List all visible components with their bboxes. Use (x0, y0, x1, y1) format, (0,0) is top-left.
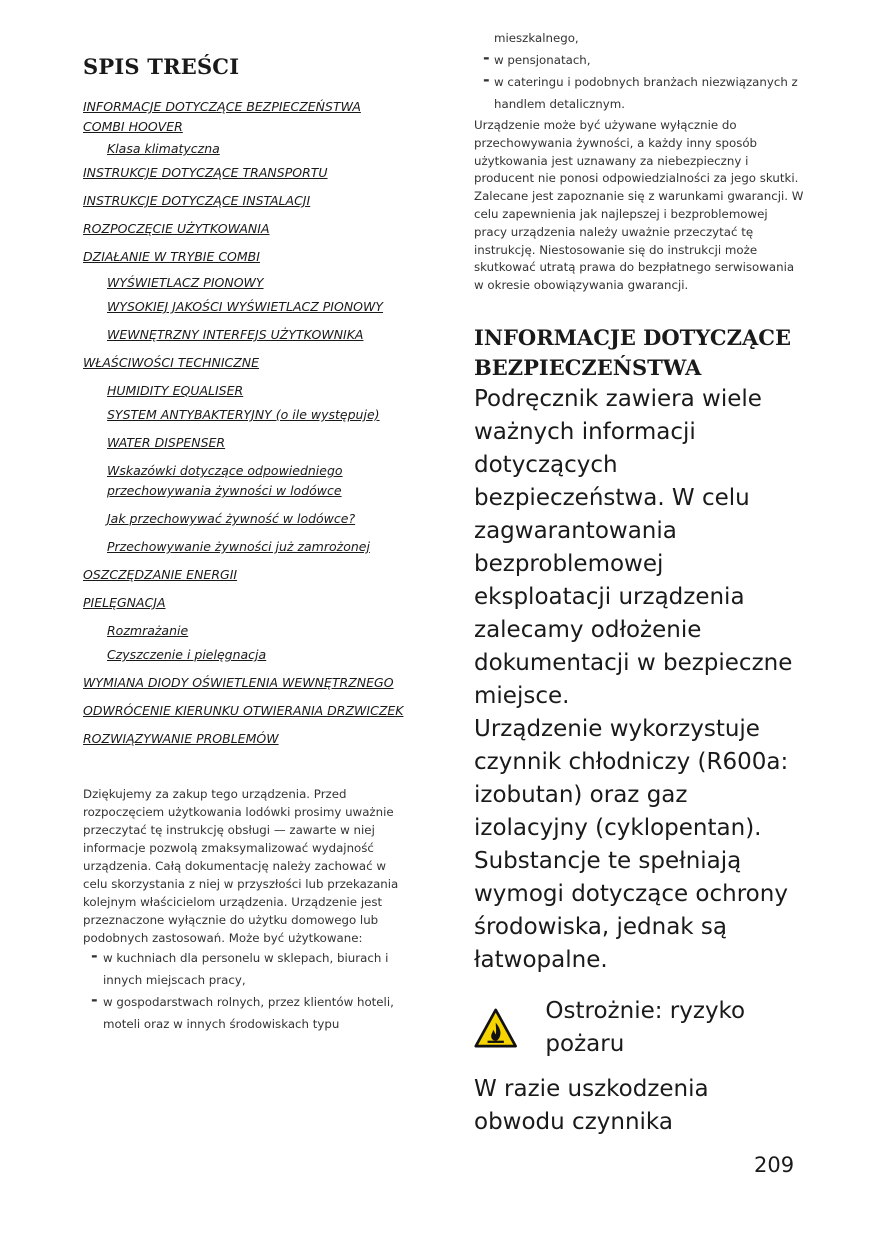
toc-entry[interactable] (83, 381, 413, 401)
toc-entry[interactable] (83, 163, 413, 183)
toc-entry[interactable] (83, 247, 413, 267)
toc-entry-link[interactable]: SYSTEM ANTYBAKTERYJNY (o ile występuje) (107, 407, 380, 422)
toc-entry-link[interactable]: OSZCZĘDZANIE ENERGII (83, 567, 238, 582)
right-column (474, 27, 804, 1139)
toc-entry[interactable] (83, 219, 413, 239)
toc-entry[interactable] (83, 139, 413, 159)
toc-entry-link[interactable]: Wskazówki dotyczące odpowiedniego przechowywania żywności w lodówce (107, 463, 343, 498)
toc-entry-link[interactable]: PIELĘGNACJA (83, 595, 166, 610)
continued-bullet-text: mieszkalnego, (494, 31, 579, 45)
toc-entry-link[interactable]: WŁAŚCIWOŚCI TECHNICZNE (83, 355, 260, 370)
intro-bullet: - w kuchniach dla personelu w sklepach, biurach i innych miejscach pracy, (89, 947, 413, 991)
toc-entry[interactable] (83, 297, 413, 317)
intro-bullets (83, 947, 413, 1035)
toc-entry[interactable] (83, 621, 413, 641)
fire-warning-icon (474, 1006, 517, 1050)
toc-entry-link[interactable]: WEWNĘTRZNY INTERFEJS UŻYTKOWNIKA (107, 327, 364, 342)
toc-entry-link[interactable]: DZIAŁANIE W TRYBIE COMBI (83, 249, 260, 264)
right-bullet: - w pensjonatach, (482, 49, 804, 71)
toc-entry[interactable] (83, 353, 413, 373)
toc-entry[interactable] (83, 405, 413, 425)
toc-entry[interactable] (83, 273, 413, 293)
toc-entry[interactable] (83, 433, 413, 453)
toc-entry-link[interactable]: Klasa klimatyczna (107, 141, 220, 156)
page-number: 209 (754, 1153, 795, 1177)
toc-entry[interactable] (83, 645, 413, 665)
warning-text: Ostrożnie: ryzyko pożaru (545, 997, 746, 1057)
toc-entry-link[interactable]: INFORMACJE DOTYCZĄCE BEZPIECZEŃSTWA (83, 99, 361, 114)
toc-entry-link[interactable]: ODWRÓCENIE KIERUNKU OTWIERANIA DRZWICZEK (83, 703, 404, 718)
toc-entry[interactable] (83, 117, 413, 137)
toc-list (83, 97, 413, 749)
safety-heading: INFORMACJE DOTYCZĄCE BEZPIECZEŃSTWA (474, 324, 791, 380)
toc-entry-link[interactable]: ROZPOCZĘCIE UŻYTKOWANIA (83, 221, 270, 236)
toc-entry-link[interactable]: Przechowywanie żywności już zamrożonej (107, 539, 370, 554)
intro-text: Dziękujemy za zakup tego urządzenia. Przed rozpoczęciem użytkowania lodówki prosimy uważnie przeczytać tę instrukcję obsługi — zawarte w niej informacje pozwolą zmaksymalizować wydajność urządzenia. Całą dokumentację należy zachować w celu skorzystania z niej w przyszłości lub przekazania kolejnym właścicielom urządzenia. Urządzenie jest przeznaczone wyłącznie do użytku domowego lub podobnych zastosowań. Może być użytkowane: (83, 787, 399, 945)
toc-title: SPIS TREŚCI (83, 54, 240, 79)
toc-entry-link[interactable]: INSTRUKCJE DOTYCZĄCE INSTALACJI (83, 193, 311, 208)
safety-paragraph-3: W razie uszkodzenia obwodu czynnika (474, 1075, 709, 1135)
safety-paragraph-1: Podręcznik zawiera wiele ważnych informacji dotyczących bezpieczeństwa. W celu zagwarantowania bezproblemowej eksploatacji urządzenia zalecamy odłożenie dokumentacji w bezpieczne miejsce. (474, 385, 793, 709)
toc-entry-link[interactable]: HUMIDITY EQUALISER (107, 383, 244, 398)
toc-entry[interactable] (83, 325, 413, 345)
toc-entry[interactable] (83, 97, 413, 117)
toc-entry[interactable] (83, 701, 413, 721)
toc-entry-link[interactable]: INSTRUKCJE DOTYCZĄCE TRANSPORTU (83, 165, 328, 180)
toc-entry-link[interactable]: WYMIANA DIODY OŚWIETLENIA WEWNĘTRZNEGO (83, 675, 394, 690)
right-bullets (474, 49, 804, 115)
toc-entry[interactable] (83, 537, 413, 557)
toc-entry-link[interactable]: Rozmrażanie (107, 623, 189, 638)
toc-entry-link[interactable]: WYSOKIEJ JAKOŚCI WYŚWIETLACZ PIONOWY (107, 299, 384, 314)
intro-bullet: - w gospodarstwach rolnych, przez klientów hoteli, moteli oraz w innych środowiskach typu (89, 991, 413, 1035)
toc-entry[interactable] (83, 461, 413, 501)
toc-entry[interactable] (83, 729, 413, 749)
toc-entry-link[interactable]: WYŚWIETLACZ PIONOWY (107, 275, 264, 290)
safety-paragraph-2: Urządzenie wykorzystuje czynnik chłodniczy (R600a: izobutan) oraz gaz izolacyjny (cyklopentan). Substancje te spełniają wymogi dotyczące ochrony środowiska, jednak są łatwopalne. (474, 715, 789, 973)
toc-entry[interactable] (83, 565, 413, 585)
fire-warning (474, 995, 804, 1061)
toc-entry-link[interactable]: WATER DISPENSER (107, 435, 226, 450)
toc-entry-link[interactable]: Jak przechowywać żywność w lodówce? (107, 511, 356, 526)
toc-entry[interactable] (83, 509, 413, 529)
toc-entry[interactable] (83, 593, 413, 613)
usage-paragraph: Urządzenie może być używane wyłącznie do przechowywania żywności, a każdy inny sposób użytkowania jest uznawany za niebezpieczny i producent nie ponosi odpowiedzialności za jego skutki. Zalecane jest zapoznanie się z warunkami gwarancji. W celu zapewnienia jak najlepszej i bezproblemowej pracy urządzenia należy uważnie przeczytać tę instrukcję. Niestosowanie się do instrukcji może skutkować utratą prawa do bezpłatnego serwisowania w okresie obowiązywania gwarancji. (474, 118, 804, 293)
toc-entry-link[interactable]: ROZWIĄZYWANIE PROBLEMÓW (83, 731, 279, 746)
intro-section (83, 785, 413, 1035)
toc-entry-link[interactable]: COMBI HOOVER (83, 119, 183, 134)
right-bullet: - w cateringu i podobnych branżach niezwiązanych z handlem detalicznym. (482, 71, 804, 115)
toc-entry[interactable] (83, 673, 413, 693)
left-column (83, 50, 413, 1035)
toc-entry-link[interactable]: Czyszczenie i pielęgnacja (107, 647, 267, 662)
toc-entry[interactable] (83, 191, 413, 211)
